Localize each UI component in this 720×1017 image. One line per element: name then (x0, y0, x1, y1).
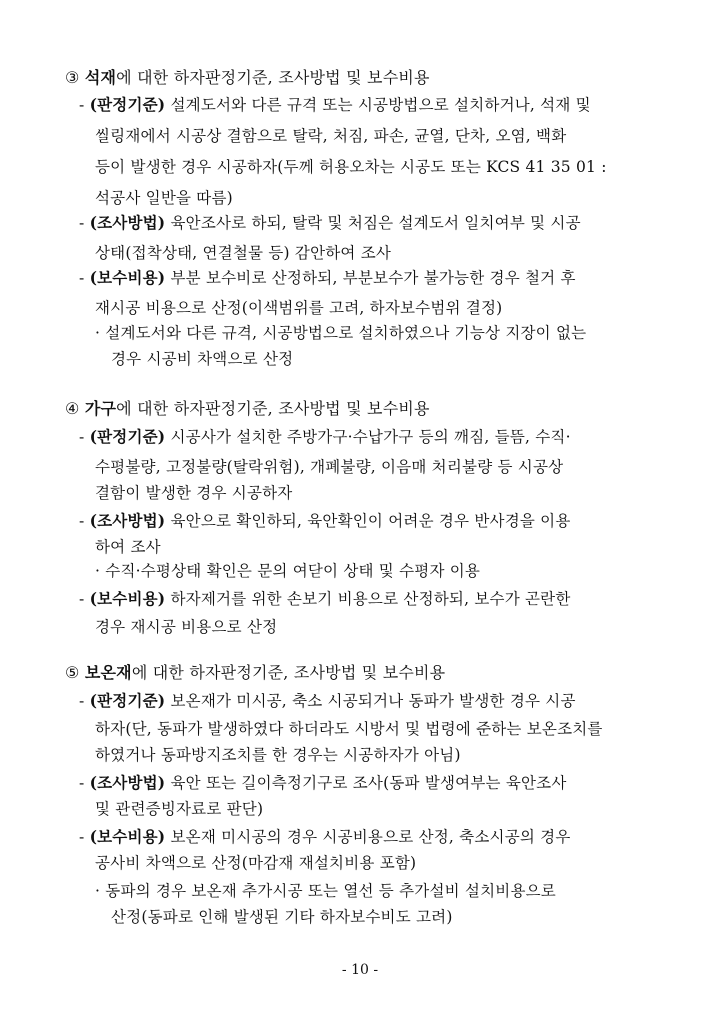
item-criteria (79, 690, 576, 712)
item-text: 육안조사로 하되, 탈락 및 처짐은 설계도서 일치여부 및 시공 (165, 214, 581, 232)
item-heading: (판정기준) (89, 691, 166, 710)
item-heading: (보수비용) (89, 827, 166, 846)
item-text-line: 산정(동파로 인해 발생된 기타 하자보수비도 고려) (111, 908, 453, 926)
item-heading: (조사방법) (89, 773, 166, 792)
item-text-line: 공사비 차액으로 산정(마감재 재설치비용 포함) (95, 854, 417, 872)
item-text: 설계도서와 다른 규격 또는 시공방법으로 설치하거나, 석재 및 (165, 96, 591, 114)
item-text: 보온재가 미시공, 축소 시공되거나 동파가 발생한 경우 시공 (165, 692, 576, 710)
item-dash: - (79, 96, 85, 114)
item-text: 하자제거를 위한 손보기 비용으로 산정하되, 보수가 곤란한 (165, 590, 571, 608)
item-text: 육안 또는 길이측정기구로 조사(동파 발생여부는 육안조사 (165, 774, 567, 792)
section-title-rest: 에 대한 하자판정기준, 조사방법 및 보수비용 (116, 399, 430, 418)
section-subject: 가구 (84, 399, 117, 418)
sub-bullet: · (95, 882, 101, 900)
item-text: 시공사가 설치한 주방가구·수납가구 등의 깨짐, 들뜸, 수직· (165, 428, 571, 446)
item-text-line: 상태(접착상태, 연결철물 등) 감안하여 조사 (95, 244, 392, 262)
sub-bullet: · (95, 324, 101, 342)
item-cost (79, 267, 576, 289)
section-title (65, 67, 430, 89)
section-number: ③ (65, 68, 80, 87)
item-method (79, 772, 567, 794)
sub-item (95, 560, 480, 582)
item-text-line: 하여 조사 (95, 538, 161, 556)
item-dash: - (79, 590, 85, 608)
section-subject: 보온재 (84, 663, 132, 682)
item-text: 육안으로 확인하되, 육안확인이 어려운 경우 반사경을 이용 (165, 512, 571, 530)
item-heading: (보수비용) (89, 589, 166, 608)
item-text-line: 경우 재시공 비용으로 산정 (95, 618, 278, 636)
item-text-line: 결함이 발생한 경우 시공하자 (95, 484, 293, 502)
section-title-rest: 에 대한 하자판정기준, 조사방법 및 보수비용 (116, 68, 430, 87)
item-text-line: 하였거나 동파방지조치를 한 경우는 시공하자가 아님) (95, 746, 461, 764)
item-text-line: 하자(단, 동파가 발생하였다 하더라도 시방서 및 법령에 준하는 보온조치를 (95, 720, 603, 738)
sub-bullet: · (95, 562, 101, 580)
item-text: 부분 보수비로 산정하되, 부분보수가 불가능한 경우 철거 후 (165, 269, 576, 287)
item-text-line: 씰링재에서 시공상 결함으로 탈락, 처짐, 파손, 균열, 단차, 오염, 백화 (95, 127, 567, 145)
item-dash: - (79, 428, 85, 446)
item-heading: (판정기준) (89, 95, 166, 114)
item-text-line: 및 관련증빙자료로 판단) (95, 800, 264, 818)
item-text-line: 등이 발생한 경우 시공하자(두께 허용오차는 시공도 또는 KCS 41 35 01 : (95, 158, 607, 176)
item-text: 동파의 경우 보온재 추가시공 또는 열선 등 추가설비 설치비용으로 (105, 882, 556, 900)
item-cost (79, 588, 571, 610)
item-text: 수직·수평상태 확인은 문의 여닫이 상태 및 수평자 이용 (105, 562, 481, 580)
item-cost (79, 826, 571, 848)
item-heading: (보수비용) (89, 268, 166, 287)
sub-item (95, 322, 586, 344)
item-text: 보온재 미시공의 경우 시공비용으로 산정, 축소시공의 경우 (165, 828, 571, 846)
item-dash: - (79, 774, 85, 792)
page-number: - 10 - (341, 962, 379, 978)
item-heading: (판정기준) (89, 427, 166, 446)
section-subject: 석재 (84, 68, 117, 87)
section-title (65, 398, 430, 420)
section-title-rest: 에 대한 하자판정기준, 조사방법 및 보수비용 (131, 663, 446, 682)
section-number: ⑤ (65, 663, 80, 682)
item-heading: (조사방법) (89, 511, 166, 530)
item-dash: - (79, 692, 85, 710)
item-heading: (조사방법) (89, 213, 166, 232)
item-text-line: 석공사 일반을 따름) (95, 189, 233, 207)
item-text: 설계도서와 다른 규격, 시공방법으로 설치하였으나 기능상 지장이 없는 (105, 324, 587, 342)
item-criteria (79, 426, 571, 448)
item-dash: - (79, 269, 85, 287)
sub-item (95, 880, 556, 902)
item-text-line: 재시공 비용으로 산정(이색범위를 고려, 하자보수범위 결정) (95, 299, 503, 317)
item-dash: - (79, 214, 85, 232)
item-text-line: 경우 시공비 차액으로 산정 (111, 350, 294, 368)
item-dash: - (79, 828, 85, 846)
section-number: ④ (65, 399, 80, 418)
item-method (79, 212, 581, 234)
item-criteria (79, 94, 591, 116)
section-title (65, 662, 445, 684)
item-text-line: 수평불량, 고정불량(탈락위험), 개폐불량, 이음매 처리불량 등 시공상 (95, 458, 564, 476)
item-method (79, 510, 571, 532)
item-dash: - (79, 512, 85, 530)
